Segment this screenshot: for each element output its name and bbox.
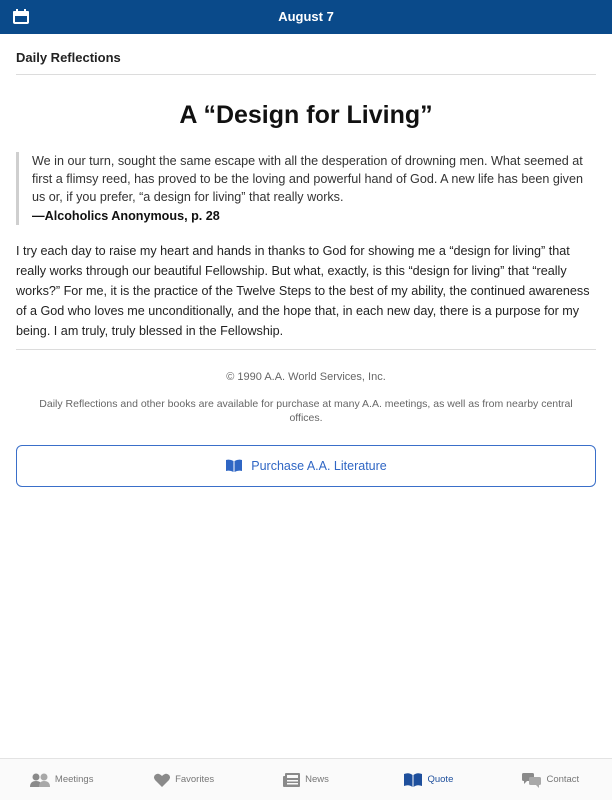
book-icon <box>403 772 423 788</box>
reflection-body: I try each day to raise my heart and hands in thanks to God for showing me a “design for living” that really works through our beautiful Fellowship. But what, exactly, is this “design for living” that “really works?” For me, it is the practice of the Twelve Steps to the best of my ability, the continued awareness of a God who loves me unconditionally, and the hope that, in each new day, there is a purpose for my being. I am truly, truly blessed in the Fellowship. <box>16 244 590 338</box>
newspaper-icon <box>283 772 301 788</box>
tab-meetings[interactable] <box>0 759 122 800</box>
tab-contact[interactable] <box>490 759 612 800</box>
people-icon <box>29 772 51 788</box>
section-title: Daily Reflections <box>16 50 121 65</box>
copyright-text: © 1990 A.A. World Services, Inc. <box>226 371 386 383</box>
book-icon <box>225 459 243 473</box>
tab-meetings-label: Meetings <box>54 774 94 785</box>
tab-favorites-label: Favorites <box>175 774 215 785</box>
tab-news[interactable] <box>245 759 367 800</box>
tab-bar <box>0 758 612 800</box>
section-header <box>16 45 596 75</box>
purchase-label: Purchase A.A. Literature <box>251 459 387 473</box>
date-title: August 7 <box>278 9 334 24</box>
top-bar <box>0 0 612 34</box>
tab-quote[interactable] <box>367 759 489 800</box>
purchase-literature-button[interactable] <box>16 445 596 487</box>
tab-quote-label: Quote <box>427 774 454 785</box>
quote-block <box>16 152 596 225</box>
divider <box>16 349 596 350</box>
chat-icon <box>522 772 542 788</box>
reflection-title: A “Design for Living” <box>179 101 433 129</box>
tab-news-label: News <box>305 774 329 785</box>
quote-text: We in our turn, sought the same escape with all the desperation of drowning men. What seemed at first a flimsy reed, has proved to be the loving and powerful hand of God. A new life has been given us or, if you prefer, “a design for living” that really works. <box>32 154 583 204</box>
availability-text: Daily Reflections and other books are available for purchase at many A.A. meetings, as well as from nearby central offices. <box>39 398 573 424</box>
quote-attribution: —Alcoholics Anonymous, p. 28 <box>32 209 220 223</box>
tab-favorites[interactable] <box>122 759 244 800</box>
tab-contact-label: Contact <box>546 774 580 785</box>
heart-icon <box>153 772 171 788</box>
